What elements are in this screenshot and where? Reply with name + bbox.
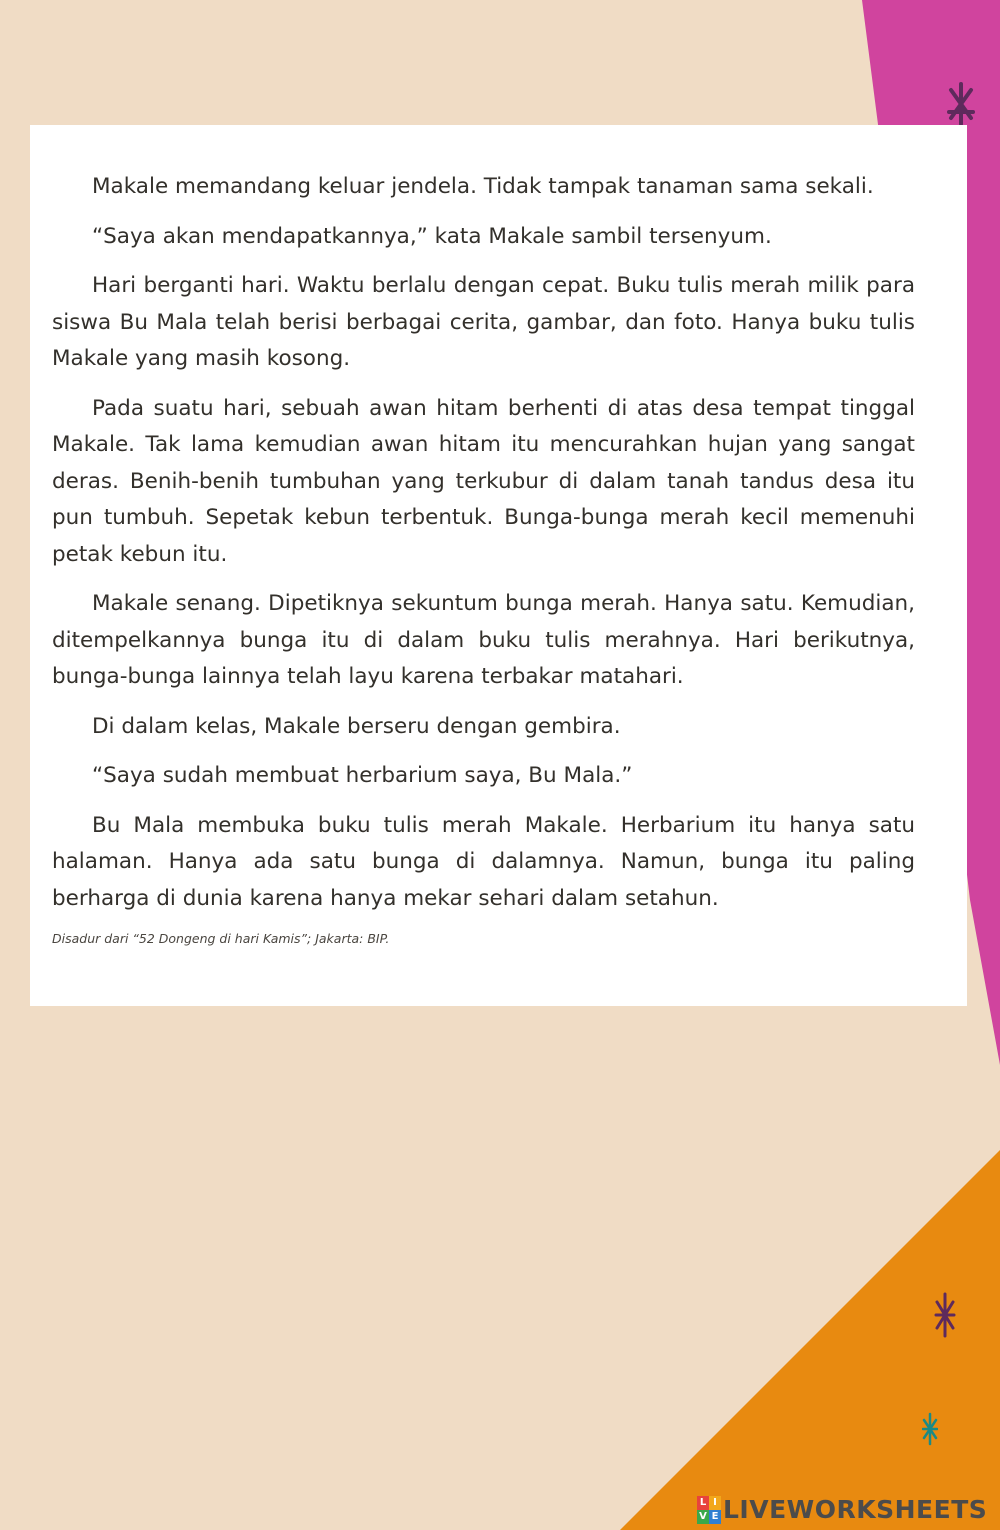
star-decoration-teal <box>922 1412 938 1446</box>
story-paragraph-4: Pada suatu hari, sebuah awan hitam berhenti di atas desa tempat tinggal Makale. Tak lama kemudian awan hitam itu mencurahkan hujan yang sangat deras. Benih-benih tumbuhan yang terkubur di dalam tanah tandus desa itu pun tumbuh. Sepetak kebun terbentuk. Bunga-bunga merah kecil memenuhi petak kebun itu. <box>52 395 915 567</box>
logo-badge-letter: L <box>697 1496 709 1510</box>
story-paragraph-2: “Saya akan mendapatkannya,” kata Makale sambil tersenyum. <box>92 223 772 249</box>
story-paragraph-7: “Saya sudah membuat herbarium saya, Bu Mala.” <box>92 763 633 788</box>
story-paragraph-5: Makale senang. Dipetiknya sekuntum bunga merah. Hanya satu. Kemudian, ditempelkannya bunga itu di dalam buku tulis merahnya. Hari berikutnya, bunga-bunga lainnya telah layu karena terbakar matahari. <box>52 591 915 689</box>
logo-badge-icon <box>697 1496 721 1524</box>
story-paragraph-1: Makale memandang keluar jendela. Tidak tampak tanaman sama sekali. <box>92 174 874 199</box>
star-decoration-purple <box>934 1292 956 1338</box>
story-text-panel <box>30 125 967 1006</box>
logo-badge-letter: V <box>697 1510 709 1524</box>
logo-badge-letter: E <box>709 1510 721 1524</box>
liveworksheets-logo <box>697 1494 987 1526</box>
story-paragraph-8: Bu Mala membuka buku tulis merah Makale. Herbarium itu hanya satu halaman. Hanya ada satu bunga di dalamnya. Namun, bunga itu paling berharga di dunia karena hanya mekar sehari dalam setahun. <box>52 812 915 911</box>
story-paragraph-3: Hari berganti hari. Waktu berlalu dengan cepat. Buku tulis merah milik para siswa Bu Mala telah berisi berbagai cerita, gambar, dan foto. Hanya buku tulis Makale yang masih kosong. <box>52 273 915 371</box>
logo-text: LIVEWORKSHEETS <box>723 1495 988 1524</box>
star-decoration-top <box>945 82 977 126</box>
orange-corner <box>620 1150 1000 1530</box>
story-paragraph-6: Di dalam kelas, Makale berseru dengan gembira. <box>92 713 621 739</box>
source-citation: Disadur dari “52 Dongeng di hari Kamis”; Jakarta: BIP. <box>52 931 390 946</box>
logo-badge-letter: I <box>709 1496 721 1510</box>
